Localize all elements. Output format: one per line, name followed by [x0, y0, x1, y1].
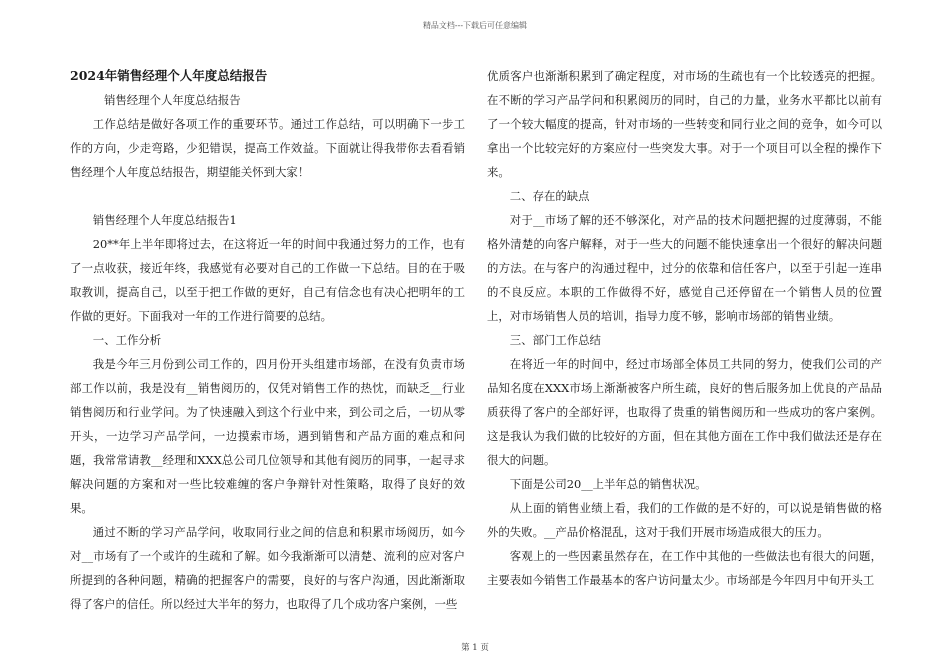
section-heading-department-summary: 三、部门工作总结 [509, 333, 601, 347]
spacer [70, 184, 465, 208]
paragraph: 从上面的销售业绩上看，我们的工作做的是不好的，可以说是销售做的格外的失败。__产品价格混乱，这对于我们开展市场造成很大的压力。 [487, 501, 882, 539]
left-column [70, 64, 465, 616]
paragraph: 客观上的一些因素虽然存在，在工作中其他的一些做法也有很大的问题，主要表如今销售工作最基本的客户访问量太少。市场部是今年四月中旬开头工 [487, 549, 882, 587]
section-heading-shortcomings: 二、存在的缺点 [509, 189, 590, 203]
report-heading: 销售经理个人年度总结报告1 [92, 213, 237, 227]
paragraph: 在将近一年的时间中，经过市场部全体员工共同的努力，使我们公司的产品知名度在XXX市场上渐渐被客户所生疏，良好的售后服务加上优良的产品品质获得了客户的全部好评，也取得了贵重的销售阅历和一些成功的客户案例。这是我认为我们做的比较好的方面，但在其他方面在工作中我们做法还是存在很大的问题。 [487, 357, 882, 467]
document-subtitle: 销售经理个人年度总结报告 [104, 93, 241, 107]
paragraph: 通过不断的学习产品学问，收取同行业之间的信息和积累市场阅历，如今对__市场有了一个或许的生疏和了解。如今我渐渐可以清楚、流利的应对客户所提到的各种问题，精确的把握客户的需要，良好的与客户沟通，因此渐渐取得了客户的信任。所以经过大半年的努力，也取得了几个成功客户案例，一些 [70, 525, 465, 611]
right-column [487, 64, 882, 592]
paragraph: 20**年上半年即将过去，在这将近一年的时间中我通过努力的工作，也有了一点收获，接近年终，我感觉有必要对自己的工作做一下总结。目的在于吸取教训，提高自己，以至于把工作做的更好，自己有信念也有决心把明年的工作做的更好。下面我对一年的工作进行简要的总结。 [70, 237, 465, 323]
paragraph: 对于__市场了解的还不够深化，对产品的技术问题把握的过度薄弱，不能格外清楚的向客户解释，对于一些大的问题不能快速拿出一个很好的解决问题的方法。在与客户的沟通过程中，过分的依靠和信任客户，以至于引起一连串的不良反应。本职的工作做得不好，感觉自己还停留在一个销售人员的位置上，对市场销售人员的培训，指导力度不够，影响市场部的销售业绩。 [487, 213, 882, 323]
page-number: 第 1 页 [461, 643, 489, 653]
paragraph-continued: 优质客户也渐渐积累到了确定程度，对市场的生疏也有一个比较透亮的把握。在不断的学习产品学问和积累阅历的同时，自己的力量，业务水平都比以前有了一个较大幅度的提高，针对市场的一些转变和同行业之间的竞争，如今可以拿出一个比较完好的方案应付一些突发大事。对于一个项目可以全程的操作下来。 [487, 69, 882, 179]
section-heading-work-analysis: 一、工作分析 [92, 333, 162, 347]
header-note: 精品文档---下载后可任意编辑 [422, 21, 528, 30]
paragraph: 下面是公司20__上半年总的销售状况。 [509, 477, 707, 491]
intro-paragraph: 工作总结是做好各项工作的重要环节。通过工作总结，可以明确下一步工作的方向，少走弯路，少犯错误，提高工作效益。下面就让得我带你去看看销售经理个人年度总结报告，期望能关怀到大家！ [70, 117, 465, 179]
paragraph: 我是今年三月份到公司工作的，四月份开头组建市场部，在没有负责市场部工作以前，我是没有__销售阅历的，仅凭对销售工作的热忱，而缺乏__行业销售阅历和行业学问。为了快速融入到这个行业中来，到公司之后，一切从零开头，一边学习产品学问，一边摸索市场，遇到销售和产品方面的难点和问题，我常常请教__经理和XXX总公司几位领导和其他有阅历的同事，一起寻求解决问题的方案和对一些比较难缠的客户争辩针对性策略，取得了良好的效果。 [70, 357, 465, 515]
document-title: 2024年销售经理个人年度总结报告 [70, 68, 268, 83]
